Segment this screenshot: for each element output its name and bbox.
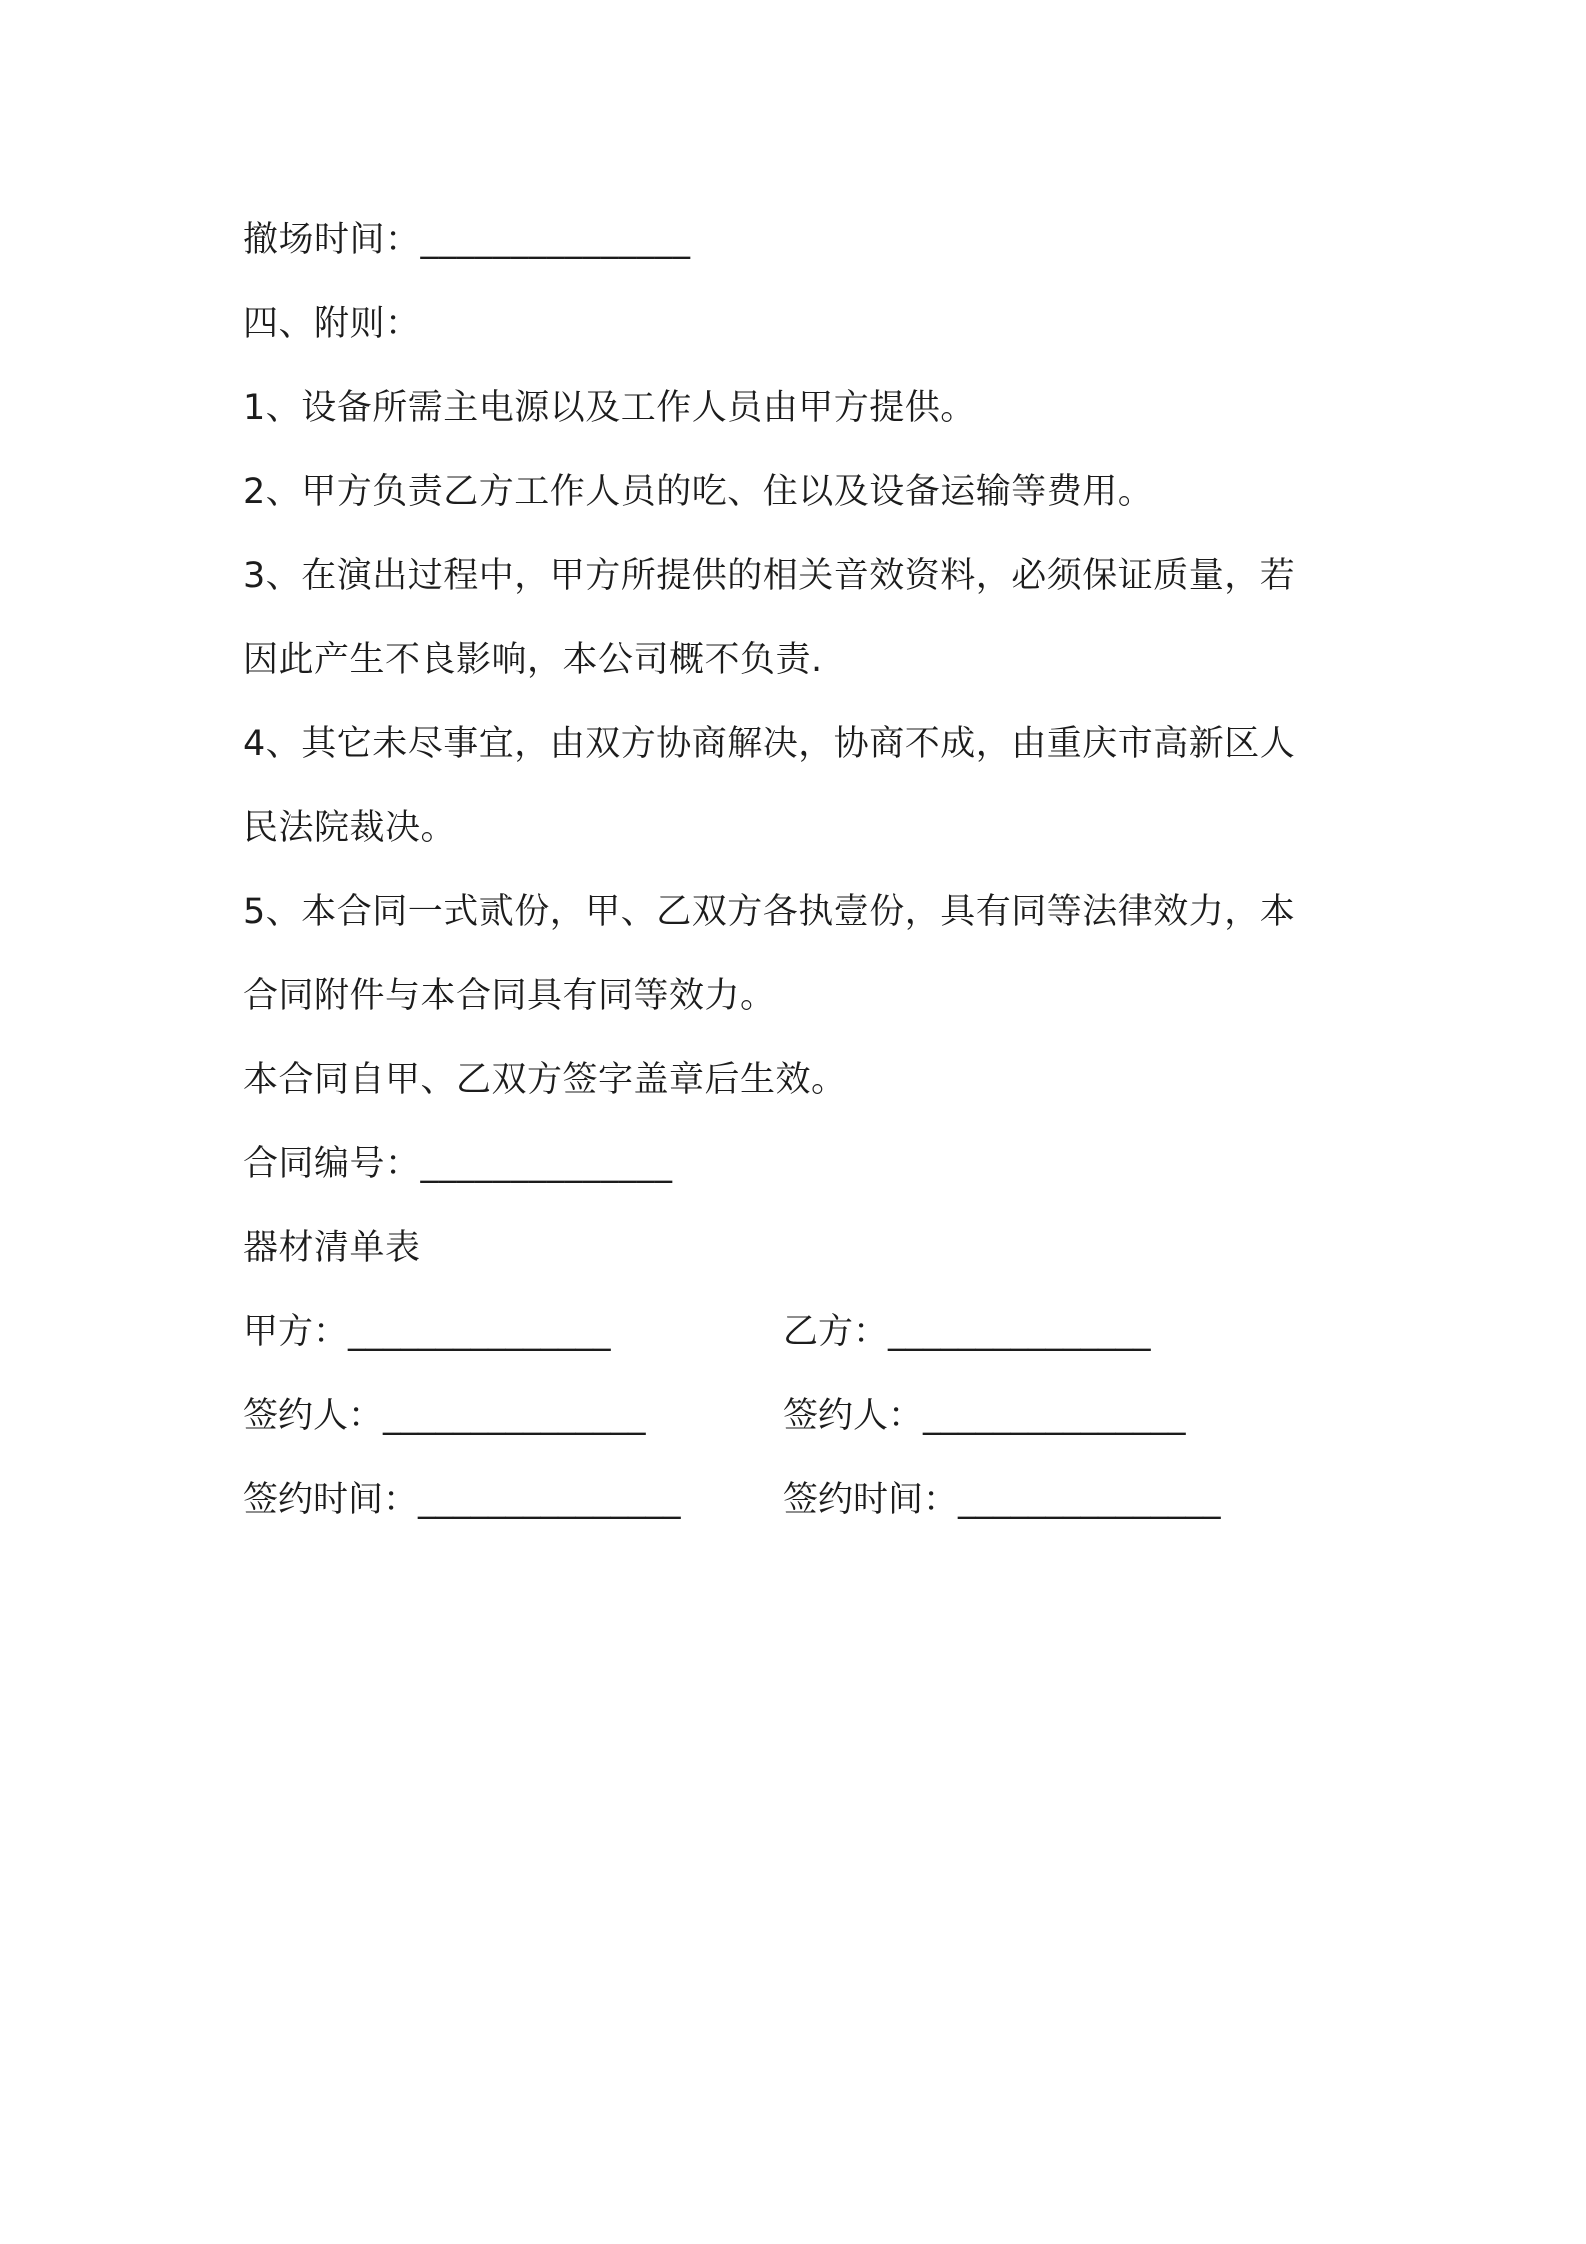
- signature-row-signer: [243, 1374, 1355, 1458]
- section-heading-appendix: 四、附则：: [243, 304, 421, 344]
- document-body: [243, 198, 1355, 1542]
- clause-5-line-2: 合同附件与本合同具有同等效力。: [243, 976, 776, 1016]
- party-a-field: 甲方：_______________: [243, 1312, 611, 1352]
- signer-b-field: 签约人：_______________: [783, 1396, 1186, 1436]
- clause-4-line-2: 民法院裁决。: [243, 808, 457, 848]
- effective-clause: 本合同自甲、乙双方签字盖章后生效。: [243, 1060, 847, 1100]
- signature-row-date: [243, 1458, 1355, 1542]
- signer-a-field: 签约人：_______________: [243, 1396, 646, 1436]
- teardown-time-line: 撤场时间：_______________: [243, 220, 691, 260]
- signature-row-party: [243, 1290, 1355, 1374]
- sign-date-b-field: 签约时间：_______________: [783, 1480, 1221, 1520]
- party-b-field: 乙方：_______________: [783, 1312, 1151, 1352]
- sign-date-a-field: 签约时间：_______________: [243, 1480, 681, 1520]
- clause-2: 2、甲方负责乙方工作人员的吃、住以及设备运输等费用。: [243, 472, 1154, 512]
- equipment-list-title: 器材清单表: [243, 1228, 421, 1268]
- clause-5-line-1: 5、本合同一式贰份，甲、乙双方各执壹份，具有同等法律效力，本: [243, 892, 1296, 932]
- clause-3-line-2: 因此产生不良影响，本公司概不负责.: [243, 640, 823, 680]
- contract-number-line: 合同编号：______________: [243, 1144, 673, 1184]
- clause-3-line-1: 3、在演出过程中，甲方所提供的相关音效资料，必须保证质量，若: [243, 556, 1296, 596]
- clause-4-line-1: 4、其它未尽事宜，由双方协商解决，协商不成，由重庆市高新区人: [243, 724, 1296, 764]
- clause-1: 1、设备所需主电源以及工作人员由甲方提供。: [243, 388, 976, 428]
